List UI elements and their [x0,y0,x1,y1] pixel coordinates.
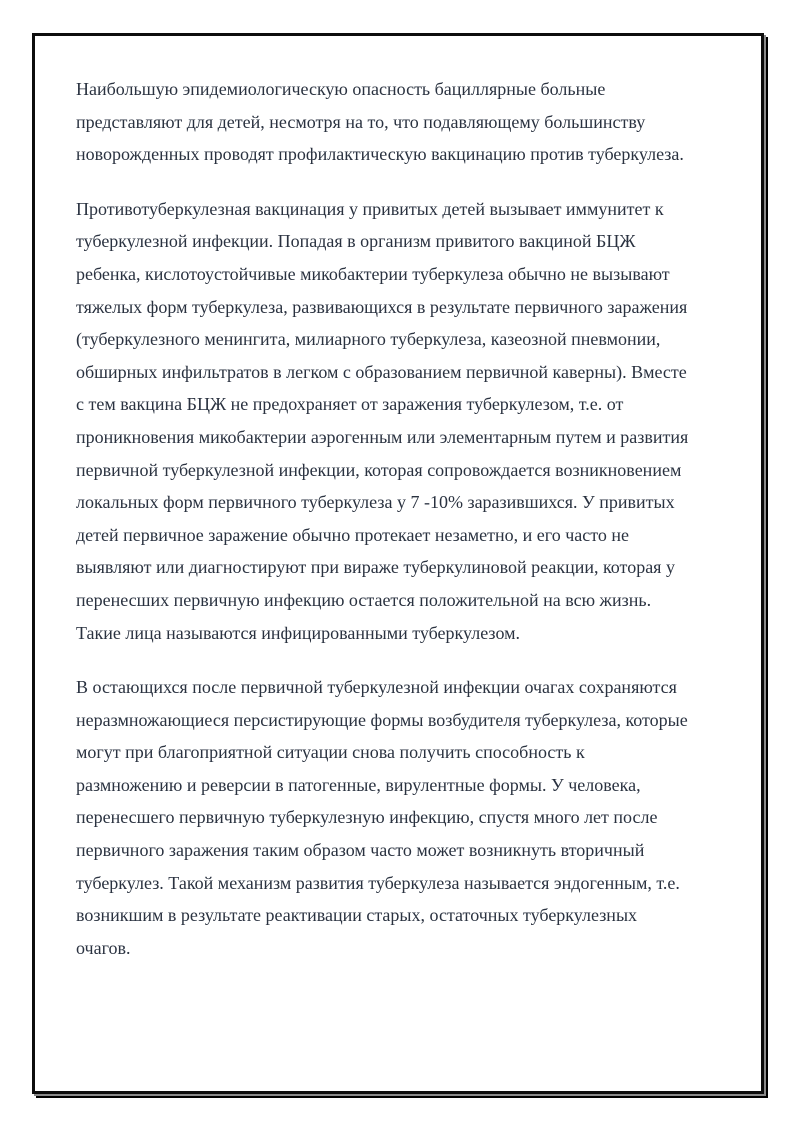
paragraph-epidemiological-danger: Наибольшую эпидемиологическую опасность бациллярные больные представляют для детей, несмотря на то, что подавляющему большинству новорожденных проводят профилактическую вакцинацию против туберкулеза. [76,79,684,165]
paragraph-secondary-tuberculosis: В остающихся после первичной туберкулезной инфекции очагах сохраняются неразмножающиеся персистирующие формы возбудителя туберкулеза, которые могут при благоприятной ситуации снова получить способность к размножению и реверсии в патогенные, вирулентные формы. У человека, перенесшего первичную туберкулезную инфекцию, спустя много лет после первичного заражения таким образом часто может возникнуть вторичный туберкулез. Такой механизм развития туберкулеза называется эндогенным, т.е. возникшим в результате реактивации старых, остаточных туберкулезных очагов. [76,677,688,958]
paragraph-bcg-vaccination: Противотуберкулезная вакцинация у привитых детей вызывает иммунитет к туберкулезной инфекции. Попадая в организм привитого вакциной БЦЖ ребенка, кислотоустойчивые микобактерии туберкулеза обычно не вызывают тяжелых форм туберкулеза, развивающихся в результате первичного заражения (туберкулезного менингита, милиарного туберкулеза, казеозной пневмонии, обширных инфильтратов в легком с образованием первичной каверны). Вместе с тем вакцина БЦЖ не предохраняет от заражения туберкулезом, т.е. от проникновения микобактерии аэрогенным или элементарным путем и развития первичной туберкулезной инфекции, которая сопровождается возникновением локальных форм первичного туберкулеза у 7 -10% заразившихся. У привитых детей первичное заражение обычно протекает незаметно, и его часто не выявляют или диагностируют при вираже туберкулиновой реакции, которая у перенесших первичную инфекцию остается положительной на всю жизнь. Такие лица называются инфицированными туберкулезом. [76,198,689,643]
document-body [76,73,726,986]
